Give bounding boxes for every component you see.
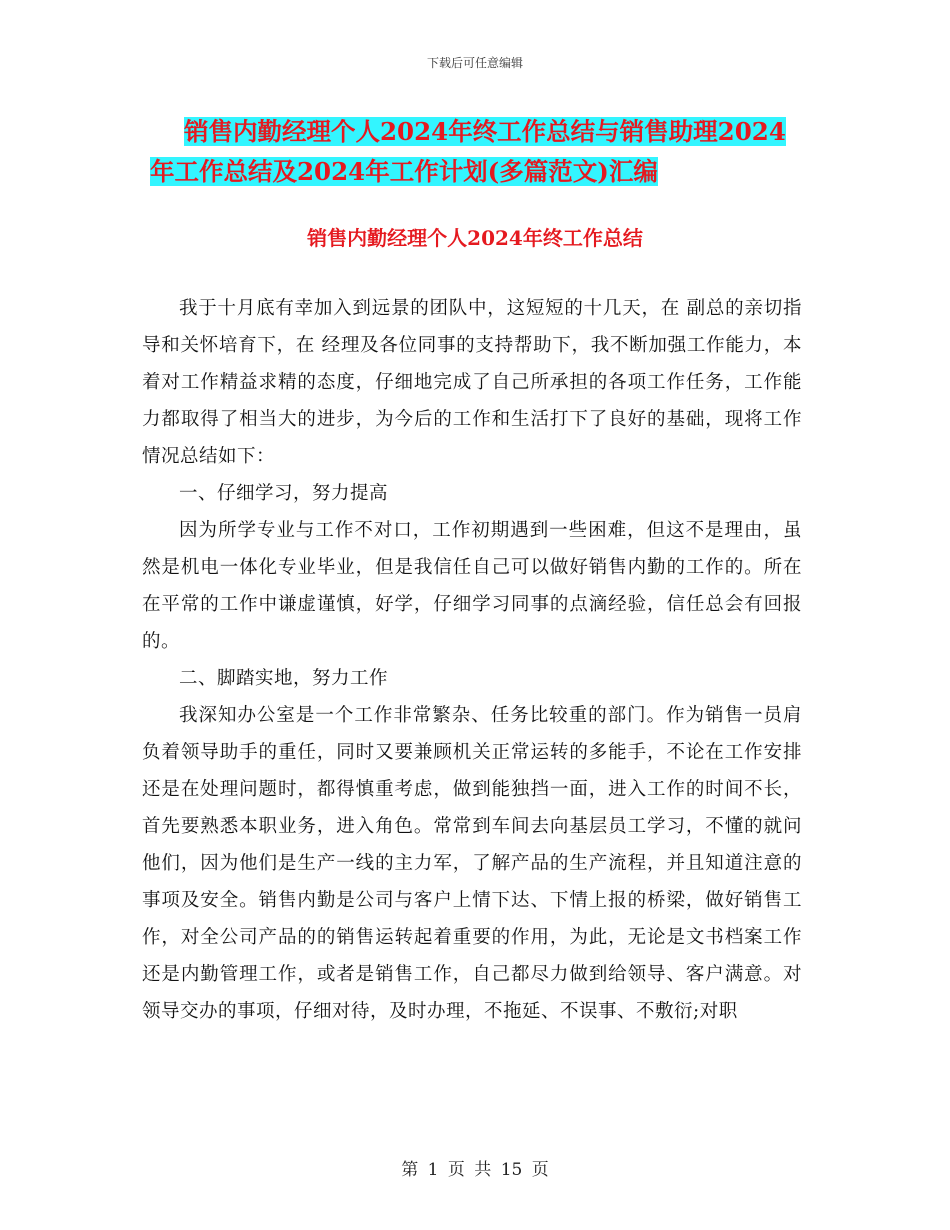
paragraph-work: 我深知办公室是一个工作非常繁杂、任务比较重的部门。作为销售一员肩负着领导助手的重任，同时又要兼顾机关正常运转的多能手，不论在工作安排还是在处理问题时，都得慎重考虑，做到能独挡一面，进入工作的时间不长，首先要熟悉本职业务，进入角色。常常到车间去向基层员工学习，不懂的就问他们，因为他们是生产一线的主力军，了解产品的生产流程，并且知道注意的事项及安全。销售内勤是公司与客户上情下达、下情上报的桥梁，做好销售工作，对全公司产品的的销售运转起着重要的作用，为此，无论是文书档案工作还是内勤管理工作，或者是销售工作，自己都尽力做到给领导、客户满意。对领导交办的事项，仔细对待，及时办理，不拖延、不误事、不敷衍;对职 [142, 705, 802, 1022]
paragraph-study: 因为所学专业与工作不对口，工作初期遇到一些困难，但这不是理由，虽然是机电一体化专业毕业，但是我信任自己可以做好销售内勤的工作的。所在在平常的工作中谦虚谨慎，好学，仔细学习同事的点滴经验，信任总会有回报的。 [142, 520, 802, 652]
document-title-line-2 [150, 152, 830, 192]
body-text [142, 290, 802, 1030]
heading-study: 一、仔细学习，努力提高 [179, 483, 389, 504]
paragraph-intro: 我于十月底有幸加入到远景的团队中，这短短的十几天，在 副总的亲切指导和关怀培育下，在 经理及各位同事的支持帮助下，我不断加强工作能力，本着对工作精益求精的态度，仔细地完成了自己所承担的各项工作任务，工作能力都取得了相当大的进步，为今后的工作和生活打下了良好的基础，现将工作情况总结如下： [142, 298, 802, 467]
document-title-line-1 [150, 112, 830, 152]
page-header-note: 下载后可任意编辑 [426, 56, 523, 70]
heading-work: 二、脚踏实地，努力工作 [179, 668, 389, 689]
page-number: 第 1 页 共 15 页 [401, 1160, 549, 1180]
document-title [150, 112, 830, 192]
title-highlight-2: 年工作总结及2024年工作计划(多篇范文)汇编 [150, 157, 658, 186]
section-title: 销售内勤经理个人2024年终工作总结 [307, 226, 643, 250]
title-highlight-1: 销售内勤经理个人2024年终工作总结与销售助理2024 [184, 117, 786, 146]
